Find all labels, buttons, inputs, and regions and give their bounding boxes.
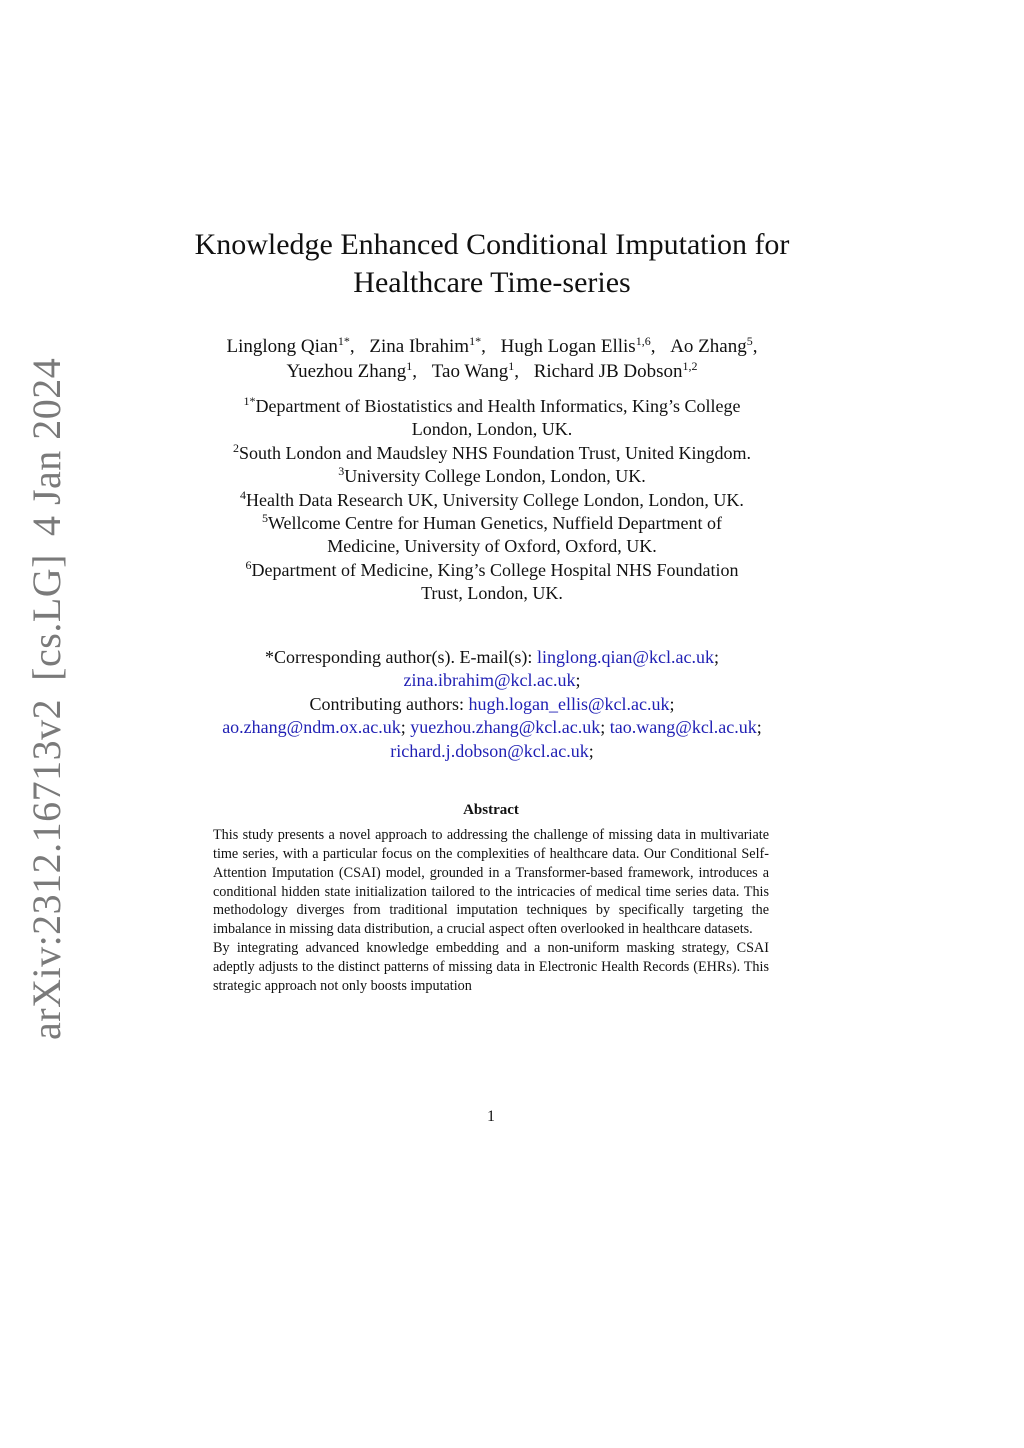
affiliation: $^{1*}$Department of Biostatistics and Health Informatics, King’s College London, London, UK. — [243, 394, 741, 440]
corresponding-line-2: zina.ibrahim@kcl.ac.uk; — [403, 670, 581, 691]
author: Ao Zhang$^5$, — [670, 334, 758, 357]
author: Richard JB Dobson$^{1,2}$ — [533, 359, 698, 382]
email-link[interactable]: ao.zhang@ndm.ox.ac.uk — [222, 717, 401, 738]
page-number: 1 — [487, 1108, 495, 1125]
arxiv-id: arXiv:2312.16713v2 — [23, 698, 69, 1040]
affiliation: $^6$Department of Medicine, King’s College Hospital NHS Foundation Trust, London, UK. — [245, 557, 739, 604]
contributing-line: Contributing authors: hugh.logan_ellis@kcl.ac.uk; — [309, 693, 675, 714]
abstract-body — [213, 826, 769, 996]
author: Tao Wang$^1$, — [431, 359, 519, 382]
author-list — [150, 334, 834, 384]
corresponding-line: *Corresponding author(s). E-mail(s): linglong.qian@kcl.ac.uk; — [264, 647, 719, 667]
email-link[interactable]: linglong.qian@kcl.ac.uk — [536, 647, 714, 667]
abstract-heading: Abstract — [463, 802, 519, 818]
abstract-paragraph: By integrating advanced knowledge embedding and a non-uniform masking strategy, CSAI adeptly adjusts to the distinct patterns of missing data in Electronic Health Records (EHRs). This strategic approach not only boosts imputation — [213, 940, 769, 994]
contact-block — [150, 646, 834, 763]
affiliation: $^2$South London and Maudsley NHS Foundation Trust, United Kingdom. — [232, 440, 752, 463]
paper-title — [150, 226, 834, 302]
email-link[interactable]: zina.ibrahim@kcl.ac.uk — [403, 670, 576, 691]
contributing-line-2: ao.zhang@ndm.ox.ac.uk; yuezhou.zhang@kcl.ac.uk; tao.wang@kcl.ac.uk; — [222, 717, 762, 738]
corresponding-label: *Corresponding author(s). E-mail(s): — [264, 647, 533, 667]
email-link[interactable]: richard.j.dobson@kcl.ac.uk — [390, 740, 589, 761]
author-line-2 — [150, 359, 834, 384]
author-line-1 — [150, 334, 834, 359]
affiliation-list — [150, 395, 834, 606]
email-link[interactable]: yuezhou.zhang@kcl.ac.uk — [410, 717, 601, 738]
author: Yuezhou Zhang$^1$, — [286, 359, 417, 382]
affiliation: $^4$Health Data Research UK, University College London, London, UK. — [240, 487, 744, 510]
affiliation: $^3$University College London, London, UK. — [338, 464, 646, 487]
affiliation: $^5$Wellcome Centre for Human Genetics, Nuffield Department of Medicine, University of Oxford, Oxford, UK. — [261, 511, 723, 557]
abstract-paragraph: This study presents a novel approach to addressing the challenge of missing data in multivariate time series, with a particular focus on the complexities of healthcare data. Our Conditional Self-Attention Imputation (CSAI) model, grounded in a Transformer-based framework, introduces a conditional hidden state initialization tailored to the intricacies of medical time series data. This methodology diverges from traditional imputation techniques by specifically targeting the imbalance in missing data distribution, a crucial aspect often overlooked in healthcare datasets. — [213, 827, 769, 938]
author: Linglong Qian$^{1*}$, — [226, 334, 355, 357]
title-line-1: Knowledge Enhanced Conditional Imputation for — [194, 228, 790, 261]
email-link[interactable]: hugh.logan_ellis@kcl.ac.uk — [468, 693, 670, 714]
contributing-label: Contributing authors: — [309, 693, 464, 714]
author: Zina Ibrahim$^{1*}$, — [369, 334, 486, 357]
arxiv-date: 4 Jan 2024 — [23, 357, 69, 537]
email-link[interactable]: tao.wang@kcl.ac.uk — [609, 717, 757, 738]
title-line-2: Healthcare Time-series — [353, 266, 631, 299]
author: Hugh Logan Ellis$^{1,6}$, — [500, 334, 656, 357]
arxiv-side-stamp — [16, 357, 76, 1040]
arxiv-category: [cs.LG] — [23, 554, 69, 681]
contributing-line-3: richard.j.dobson@kcl.ac.uk; — [390, 740, 594, 761]
